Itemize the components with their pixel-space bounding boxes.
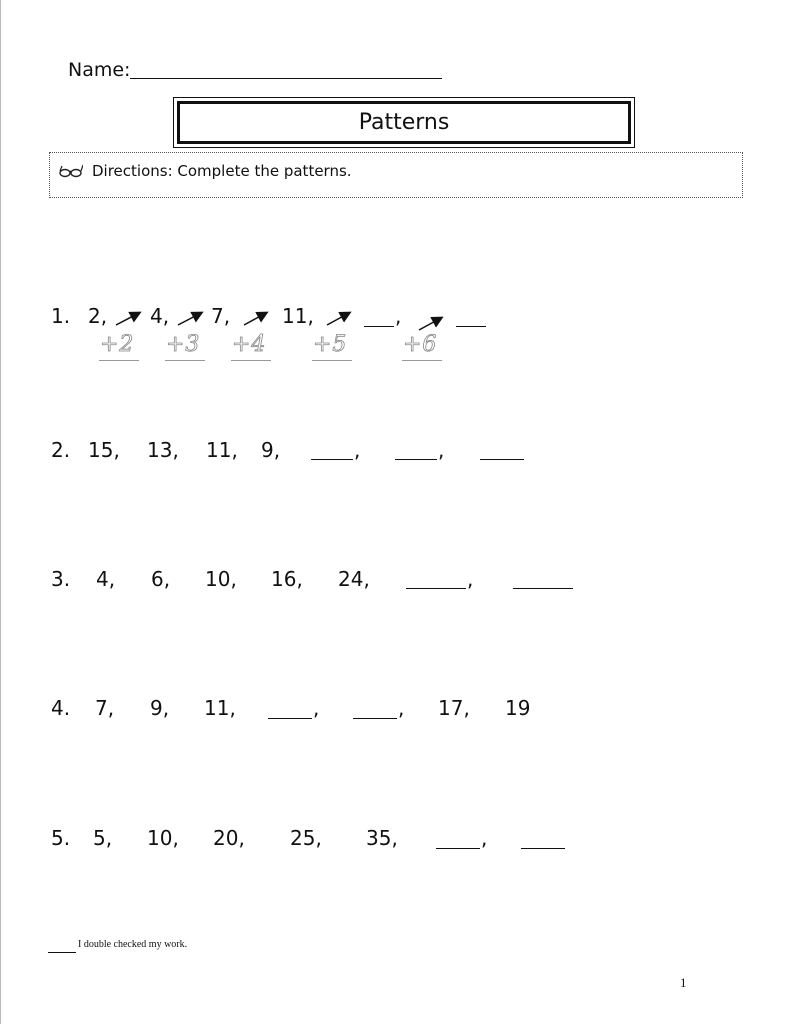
comma: , (467, 567, 474, 591)
problem-2-answer-3[interactable] (480, 459, 524, 460)
arrow-1 (116, 313, 139, 325)
self-check-text: I double checked my work. (78, 939, 188, 950)
arrow-3 (244, 313, 266, 325)
problem-2-term-4: 9, (261, 438, 281, 462)
hint-plus-6: +6 (403, 332, 438, 357)
arrow-2 (178, 313, 201, 325)
problem-1-term-4: 11, (282, 304, 314, 328)
problem-5-term-5: 35, (366, 826, 398, 850)
problem-3-number: 3. (51, 567, 71, 591)
problem-3-term-1: 4, (96, 567, 116, 591)
problem-3-term-5: 24, (338, 567, 370, 591)
name-label: Name: (68, 59, 131, 81)
comma: , (354, 438, 361, 462)
problem-5-term-2: 10, (147, 826, 179, 850)
problem-4-number: 4. (51, 696, 71, 720)
hint-line-4 (312, 360, 352, 361)
comma: , (438, 438, 445, 462)
arrow-4 (327, 313, 349, 325)
comma: , (481, 826, 488, 850)
problem-4-term-6: 17, (438, 696, 470, 720)
hint-plus-2: +2 (100, 332, 135, 357)
problem-2-term-1: 15, (88, 438, 120, 462)
problem-1-term-1: 2, (88, 304, 108, 328)
problem-5-number: 5. (51, 826, 71, 850)
problem-3-answer-2[interactable] (513, 588, 573, 589)
problem-2-term-3: 11, (206, 438, 238, 462)
problem-4-term-1: 7, (95, 696, 115, 720)
self-check-field[interactable] (48, 952, 76, 953)
hint-line-1 (99, 360, 139, 361)
page-number: 1 (680, 975, 687, 990)
problem-1-comma: , (395, 304, 402, 328)
problem-5-term-4: 25, (290, 826, 322, 850)
hint-line-2 (165, 360, 205, 361)
arrow-5 (419, 318, 441, 330)
problem-1-term-3: 7, (211, 304, 231, 328)
problem-1-number: 1. (51, 304, 71, 328)
problem-4-term-3: 11, (204, 696, 236, 720)
hint-line-3 (231, 360, 271, 361)
problem-5-term-3: 20, (213, 826, 245, 850)
problem-2-answer-1[interactable] (311, 459, 353, 460)
problem-2-term-2: 13, (147, 438, 179, 462)
problem-4-answer-1[interactable] (268, 718, 312, 719)
problem-4-answer-2[interactable] (353, 718, 397, 719)
problem-3-term-3: 10, (205, 567, 237, 591)
problem-4-term-2: 9, (150, 696, 170, 720)
problem-2-answer-2[interactable] (395, 459, 437, 460)
page-title: Patterns (177, 101, 631, 144)
hint-plus-5: +5 (313, 332, 348, 357)
problem-4-term-7: 19 (505, 696, 531, 720)
problem-5-term-1: 5, (93, 826, 113, 850)
hint-line-5 (402, 360, 442, 361)
comma: , (313, 696, 320, 720)
problem-3-term-2: 6, (151, 567, 171, 591)
problem-3-term-4: 16, (271, 567, 303, 591)
problem-3-answer-1[interactable] (406, 588, 466, 589)
problem-1-term-2: 4, (150, 304, 170, 328)
directions-text: Directions: Complete the patterns. (92, 162, 352, 180)
hint-plus-4: +4 (232, 332, 267, 357)
problem-5-answer-2[interactable] (521, 848, 565, 849)
problem-5-answer-1[interactable] (436, 848, 480, 849)
hint-plus-3: +3 (166, 332, 201, 357)
problem-2-number: 2. (51, 438, 71, 462)
comma: , (398, 696, 405, 720)
